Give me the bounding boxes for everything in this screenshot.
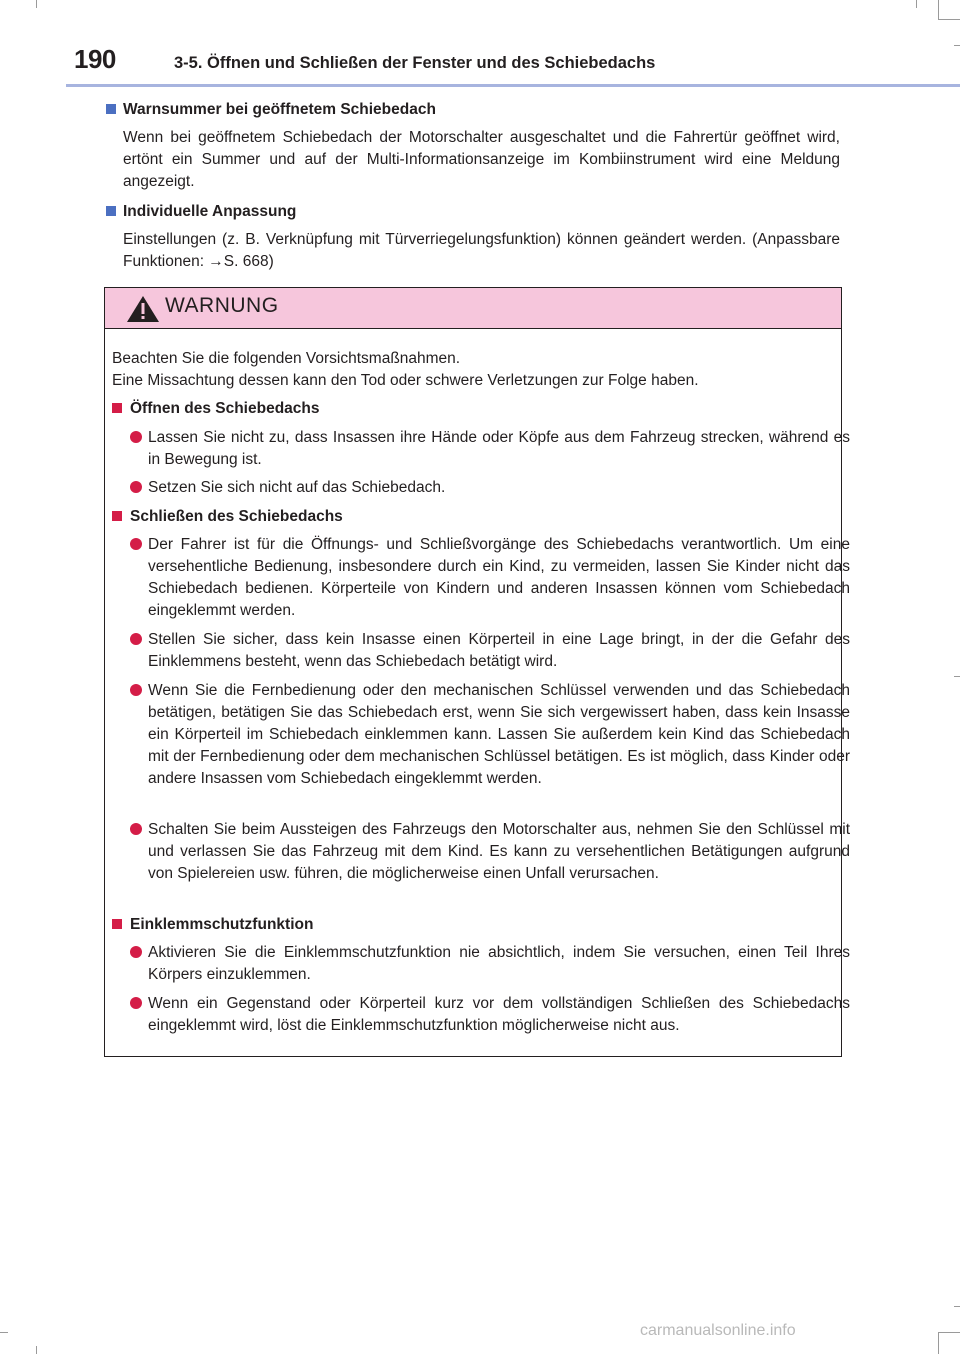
circle-bullet-icon	[130, 633, 142, 645]
warning-item	[130, 477, 850, 499]
warning-group-title-text: Einklemmschutzfunktion	[130, 916, 314, 933]
warning-item	[130, 993, 850, 1037]
warning-group-title	[112, 506, 343, 528]
warning-item	[130, 534, 850, 622]
warning-group-title-text: Öffnen des Schiebedachs	[130, 400, 320, 417]
square-bullet-icon	[112, 511, 122, 521]
circle-bullet-icon	[130, 684, 142, 696]
section-warnsummer	[106, 99, 840, 193]
warning-item	[130, 629, 850, 673]
warning-item	[130, 427, 850, 471]
header-rule	[66, 84, 960, 87]
square-bullet-icon	[112, 919, 122, 929]
section-title-text: Individuelle Anpassung	[123, 203, 297, 220]
chapter-title: 3-5. Öffnen und Schließen der Fenster und des Schiebedachs	[174, 54, 656, 72]
circle-bullet-icon	[130, 823, 142, 835]
circle-bullet-icon	[130, 538, 142, 550]
page-number: 190	[74, 44, 116, 74]
warning-item-text: Wenn Sie die Fernbedienung oder den mechanischen Schlüssel verwenden und das Schiebedach betätigen, betätigen Sie das Schiebedach erst, wenn Sie sich vergewissert haben, dass kein Insasse ein Körperteil im Schiebedach einklemmen kann. Lassen Sie außerdem kein Kind das Schiebedach mit der Fernbedienung oder dem mechanischen Schlüssel betätigen. Es ist möglich, dass Kinder oder andere Insassen vom Schiebedach eingeklemmt werden.	[148, 682, 850, 787]
warning-box	[104, 287, 850, 1057]
watermark-logo: carmanualsonline.info	[640, 1322, 796, 1339]
section-title-text: Warnsummer bei geöffnetem Schiebedach	[123, 101, 436, 118]
circle-bullet-icon	[130, 481, 142, 493]
warning-item-text: Setzen Sie sich nicht auf das Schiebedach.	[148, 479, 446, 496]
warning-item	[130, 942, 850, 986]
warning-item-text: Wenn ein Gegenstand oder Körperteil kurz vor dem vollständigen Schließen des Schiebedachs eingeklemmt wird, löst die Einklemmschutzfunktion möglicherweise nicht aus.	[148, 995, 850, 1034]
section-individuelle-anpassung	[106, 201, 840, 273]
square-bullet-icon	[106, 206, 116, 216]
warning-item	[130, 819, 850, 885]
warning-item	[130, 680, 850, 790]
warning-intro-line: Beachten Sie die folgenden Vorsichtsmaßnahmen.	[112, 350, 461, 367]
page-header	[0, 0, 960, 90]
crop-mark	[938, 1332, 960, 1333]
crop-mark	[954, 1306, 960, 1307]
warning-group-title	[112, 914, 313, 936]
warning-item-text: Aktivieren Sie die Einklemmschutzfunktion nie absichtlich, indem Sie versuchen, einen Teil Ihres Körpers einzuklemmen.	[148, 944, 850, 983]
warning-item-text: Lassen Sie nicht zu, dass Insassen ihre Hände oder Köpfe aus dem Fahrzeug strecken, während es in Bewegung ist.	[148, 429, 850, 468]
crop-mark	[0, 1332, 8, 1333]
section-title	[106, 201, 840, 223]
crop-mark	[954, 676, 960, 677]
crop-mark	[938, 1332, 939, 1354]
square-bullet-icon	[112, 403, 122, 413]
section-body: Einstellungen (z. B. Verknüpfung mit Türverriegelungsfunktion) können geändert werden. (Anpassbare Funktionen: →S. 668)	[123, 231, 840, 270]
crop-mark	[36, 1346, 37, 1354]
circle-bullet-icon	[130, 946, 142, 958]
square-bullet-icon	[106, 104, 116, 114]
section-body: Wenn bei geöffnetem Schiebedach der Motorschalter ausgeschaltet und die Fahrertür geöffnet wird, ertönt ein Summer und auf der Multi-Informationsanzeige im Kombiinstrument wird eine Meldung angezeigt.	[123, 129, 840, 190]
section-title	[106, 99, 840, 121]
warning-intro-line: Eine Missachtung dessen kann den Tod oder schwere Verletzungen zur Folge haben.	[112, 372, 699, 389]
warning-header	[105, 288, 841, 329]
warning-item-text: Stellen Sie sicher, dass kein Insasse einen Körperteil in eine Lage bringt, in der die Gefahr des Einklemmens besteht, wenn das Schiebedach betätigt wird.	[148, 631, 850, 670]
warning-item-text: Schalten Sie beim Aussteigen des Fahrzeugs den Motorschalter aus, nehmen Sie den Schlüssel mit und verlassen Sie das Fahrzeug mit dem Kind. Es kann zu versehentlichen Betätigungen aufgrund von Spielereien usw. führen, die möglicherweise einen Unfall verursachen.	[148, 821, 850, 882]
warning-item-text: Der Fahrer ist für die Öffnungs- und Schließvorgänge des Schiebedachs verantwortlich. Um eine versehentliche Bedienung, insbesondere durch ein Kind, zu vermeiden, lassen Sie Kinder nicht das Schiebedach bedienen. Körperteile von Kindern und anderen Insassen können vom Schiebedach eingeklemmt werden.	[148, 536, 850, 619]
warning-intro	[112, 348, 836, 392]
warning-group-title-text: Schließen des Schiebedachs	[130, 508, 343, 525]
warning-group-title	[112, 398, 320, 420]
circle-bullet-icon	[130, 431, 142, 443]
circle-bullet-icon	[130, 997, 142, 1009]
warning-title: WARNUNG	[165, 294, 279, 317]
warning-triangle-icon	[126, 295, 160, 323]
